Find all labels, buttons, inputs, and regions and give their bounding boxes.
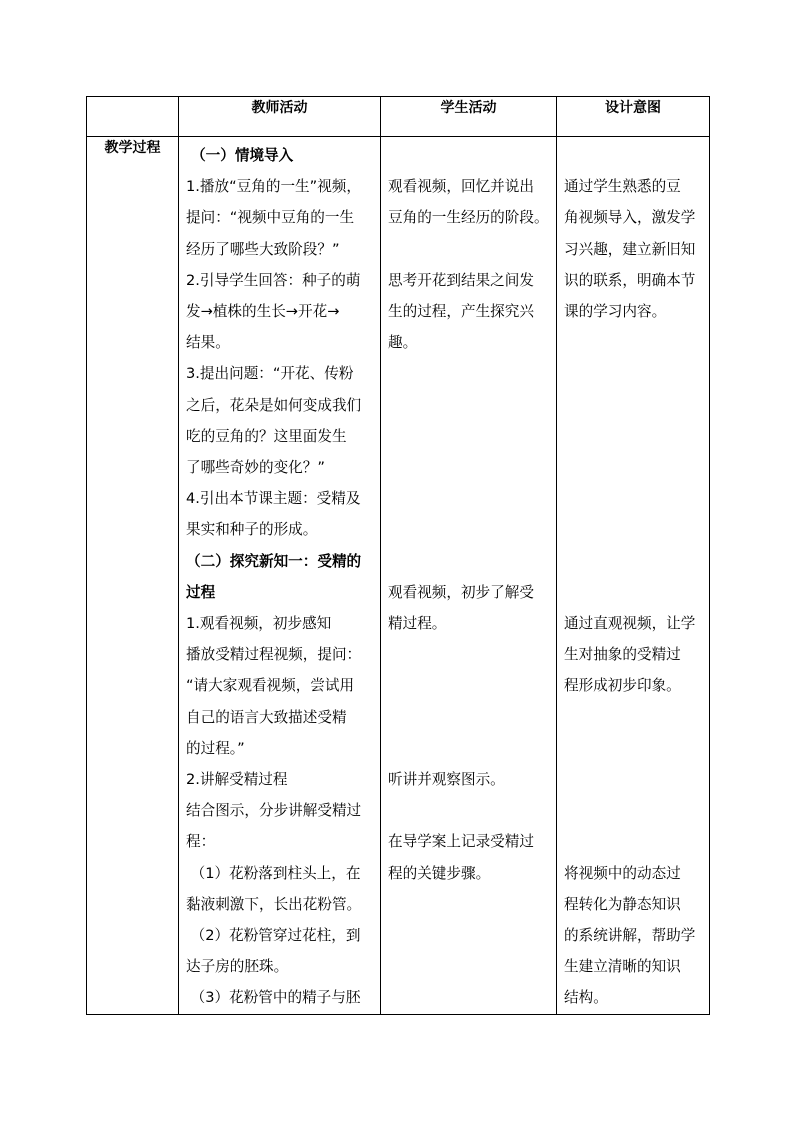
teacher-activity-line: 吃的豆角的？这里面发生 <box>186 427 347 445</box>
teacher-activity-line: 结合图示，分步讲解受精过 <box>186 802 362 820</box>
design-intent-line: 识的联系，明确本节 <box>564 271 696 289</box>
header-student-activity: 学生活动 <box>381 97 557 137</box>
design-intent-line <box>564 140 705 171</box>
student-activity-line <box>388 140 552 171</box>
student-activity-line <box>388 733 552 764</box>
student-activity-line: 程的关键步骤。 <box>388 864 491 882</box>
design-intent-line: 程转化为静态知识 <box>564 895 681 913</box>
teacher-activity-line: 结果。 <box>186 334 230 352</box>
student-activity-line <box>388 234 552 265</box>
teacher-activity-text <box>179 137 380 1014</box>
teacher-activity-line: 提问：“视频中豆角的一生 <box>186 209 355 227</box>
student-activity-line <box>388 483 552 514</box>
student-activity-line: 生的过程，产生探究兴 <box>388 303 534 321</box>
teacher-activity-line: 自己的语言大致描述受精 <box>186 708 347 726</box>
design-intent-line <box>564 358 705 389</box>
student-activity-line: 观看视频，回忆并说出 <box>388 178 534 196</box>
student-activity-line: 在导学案上记录受精过 <box>388 833 534 851</box>
header-teacher-activity: 教师活动 <box>179 97 381 137</box>
teacher-activity-line: 果实和种子的形成。 <box>186 521 318 539</box>
teacher-activity-line: 1.播放“豆角的一生”视频， <box>186 178 361 196</box>
teacher-activity-line: 黏液刺激下，长出花粉管。 <box>186 895 362 913</box>
teacher-activity-line: “请大家观看视频，尝试用 <box>186 677 355 695</box>
design-intent-line <box>564 795 705 826</box>
teacher-activity-line: 的过程。” <box>186 739 245 757</box>
design-intent-line <box>564 702 705 733</box>
design-intent-line: 程形成初步印象。 <box>564 677 681 695</box>
teacher-activity-line: （2）花粉管穿过花柱，到 <box>186 927 361 945</box>
design-intent-line <box>564 546 705 577</box>
design-intent-line <box>564 421 705 452</box>
design-intent-line <box>564 514 705 545</box>
design-intent-line <box>564 733 705 764</box>
lesson-plan-table <box>86 96 710 1015</box>
design-intent-line: 生对抽象的受精过 <box>564 646 681 664</box>
student-activity-text <box>381 137 556 889</box>
design-intent-line: 通过学生熟悉的豆 <box>564 178 681 196</box>
student-activity-line <box>388 546 552 577</box>
student-activity-line <box>388 390 552 421</box>
design-intent-line <box>564 390 705 421</box>
design-intent-line <box>564 764 705 795</box>
design-intent-cell <box>557 137 710 1015</box>
student-activity-line: 趣。 <box>388 334 418 352</box>
teacher-activity-line: 播放受精过程视频，提问： <box>186 646 362 664</box>
process-row <box>87 137 710 1015</box>
student-activity-line: 观看视频，初步了解受 <box>388 583 534 601</box>
design-intent-line: 课的学习内容。 <box>564 303 667 321</box>
student-activity-line <box>388 452 552 483</box>
teacher-activity-line: （3）花粉管中的精子与胚 <box>186 989 361 1007</box>
header-design-intent: 设计意图 <box>557 97 710 137</box>
student-activity-line <box>388 421 552 452</box>
teacher-activity-line: 经历了哪些大致阶段？” <box>186 240 340 258</box>
design-intent-line <box>564 452 705 483</box>
student-activity-line <box>388 358 552 389</box>
student-activity-line: 思考开花到结果之间发 <box>388 271 534 289</box>
design-intent-line: 通过直观视频，让学 <box>564 615 696 633</box>
teacher-activity-line: 2.引导学生回答：种子的萌 <box>186 271 361 289</box>
design-intent-line <box>564 577 705 608</box>
design-intent-line <box>564 483 705 514</box>
design-intent-line: 结构。 <box>564 989 608 1007</box>
teacher-activity-line: 发→植株的生长→开花→ <box>186 303 340 321</box>
design-intent-line: 将视频中的动态过 <box>564 864 681 882</box>
student-activity-line <box>388 639 552 670</box>
student-activity-line <box>388 514 552 545</box>
design-intent-line: 习兴趣，建立新旧知 <box>564 240 696 258</box>
student-activity-cell <box>381 137 557 1015</box>
student-activity-line: 精过程。 <box>388 615 447 633</box>
design-intent-line: 生建立清晰的知识 <box>564 958 681 976</box>
header-row <box>87 97 710 137</box>
teacher-activity-line: 2.讲解受精过程 <box>186 771 288 789</box>
student-activity-line: 豆角的一生经历的阶段。 <box>388 209 549 227</box>
corner-cell <box>87 97 179 137</box>
teacher-activity-line: 程： <box>186 833 216 851</box>
teacher-activity-line: 3.提出问题：“开花、传粉 <box>186 365 354 383</box>
teacher-activity-line: 过程 <box>186 583 216 601</box>
row-label-teaching-process: 教学过程 <box>87 137 179 1015</box>
teacher-activity-line: （二）探究新知一：受精的 <box>186 552 362 570</box>
teacher-activity-line: 之后，花朵是如何变成我们 <box>186 396 362 414</box>
student-activity-line <box>388 795 552 826</box>
teacher-activity-line: 达子房的胚珠。 <box>186 958 289 976</box>
teacher-activity-line: 1.观看视频，初步感知 <box>186 615 332 633</box>
teacher-activity-line: （一）情境导入 <box>186 147 294 164</box>
design-intent-line: 的系统讲解，帮助学 <box>564 927 696 945</box>
design-intent-text <box>557 137 709 1014</box>
teacher-activity-line: 4.引出本节课主题：受精及 <box>186 490 361 508</box>
design-intent-line <box>564 826 705 857</box>
teacher-activity-line: 了哪些奇妙的变化？” <box>186 459 325 477</box>
design-intent-line <box>564 327 705 358</box>
student-activity-line <box>388 702 552 733</box>
teacher-activity-line: （1）花粉落到柱头上，在 <box>186 864 361 882</box>
teacher-activity-cell <box>179 137 381 1015</box>
student-activity-line: 听讲并观察图示。 <box>388 771 505 789</box>
student-activity-line <box>388 670 552 701</box>
design-intent-line: 角视频导入，激发学 <box>564 209 696 227</box>
